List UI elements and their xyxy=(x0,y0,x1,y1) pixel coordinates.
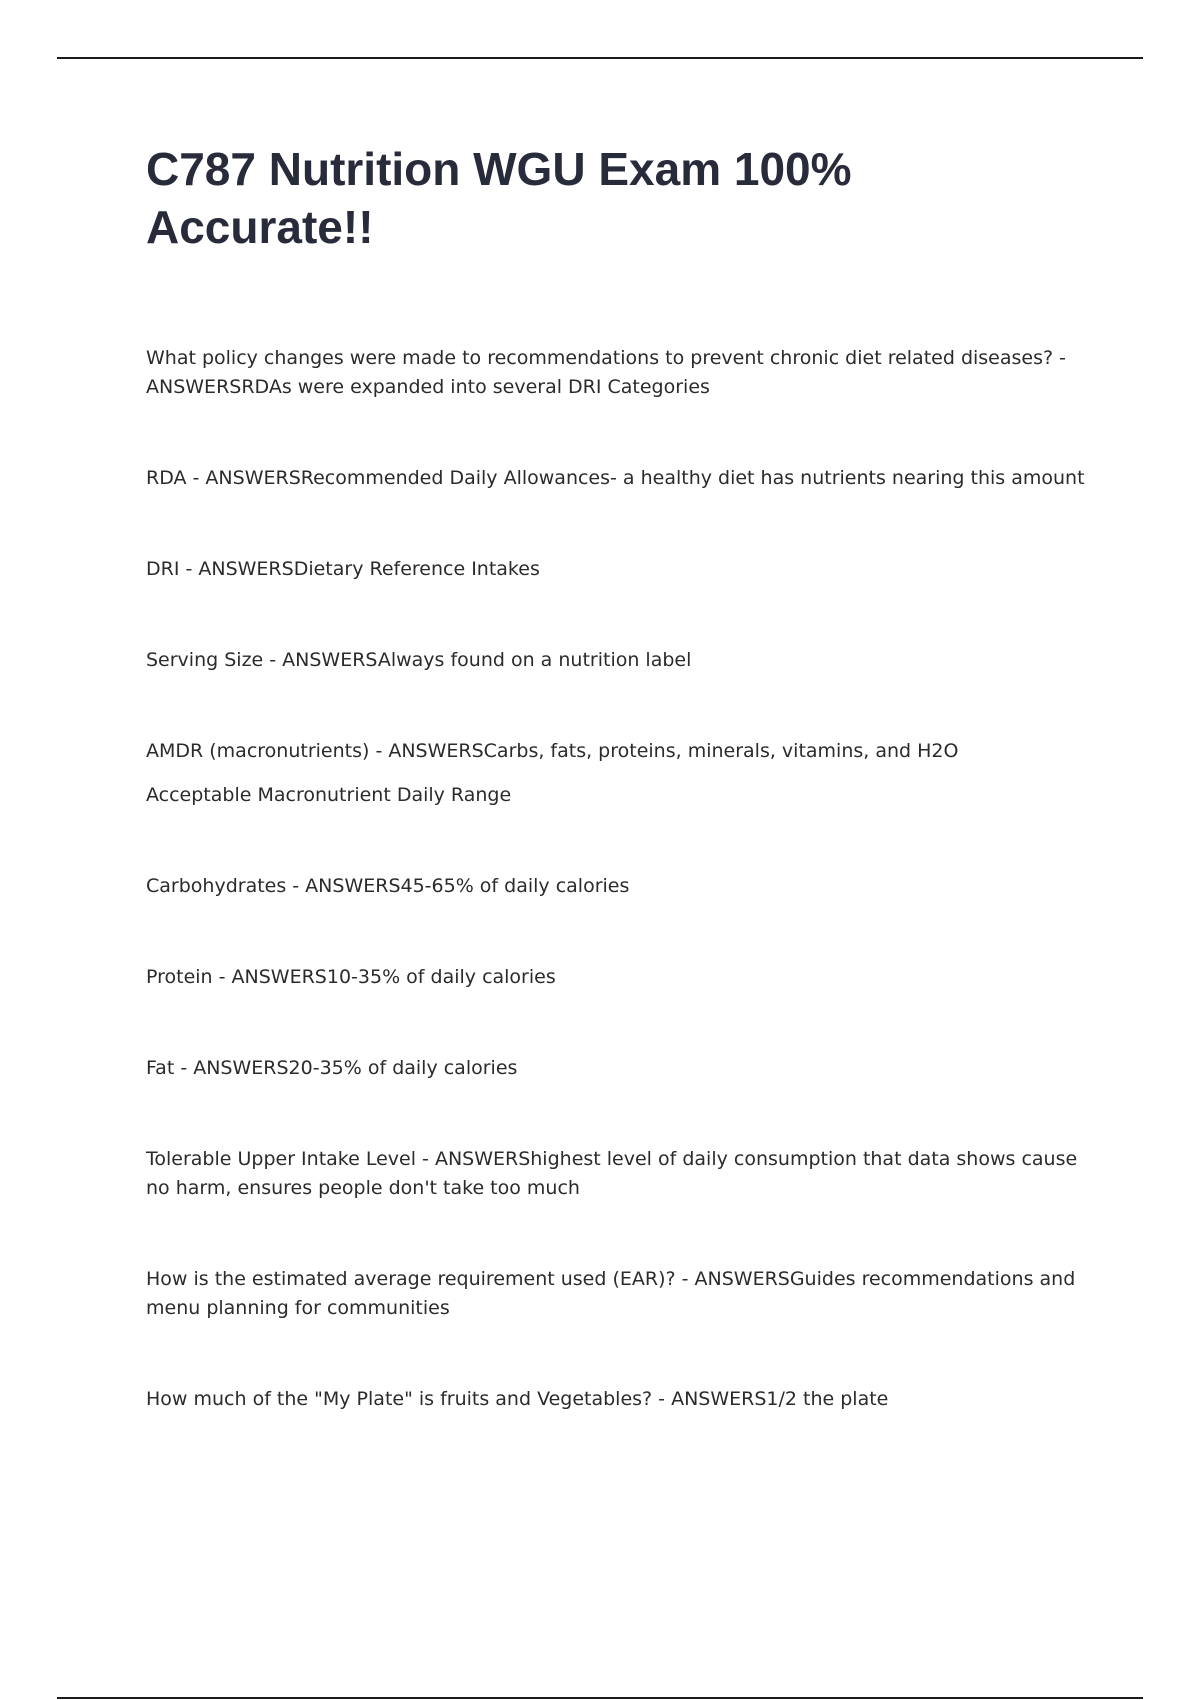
qa-entry: Fat - ANSWERS20-35% of daily calories xyxy=(146,1057,518,1079)
qa-entry: DRI - ANSWERSDietary Reference Intakes xyxy=(146,558,540,580)
qa-entry: Serving Size - ANSWERSAlways found on a nutrition label xyxy=(146,649,692,671)
document-title: C787 Nutrition WGU Exam 100% Accurate!! xyxy=(146,143,852,253)
qa-list xyxy=(146,344,1086,1414)
top-rule xyxy=(57,57,1143,59)
qa-entry: Carbohydrates - ANSWERS45-65% of daily calories xyxy=(146,875,630,897)
qa-entry: AMDR (macronutrients) - ANSWERSCarbs, fats, proteins, minerals, vitamins, and H2O xyxy=(146,740,959,762)
qa-entry: How much of the "My Plate" is fruits and Vegetables? - ANSWERS1/2 the plate xyxy=(146,1388,889,1410)
qa-entry: What policy changes were made to recommendations to prevent chronic diet related diseases? - ANSWERSRDAs were expanded into several DRI Categories xyxy=(146,347,1066,398)
qa-entry: How is the estimated average requirement used (EAR)? - ANSWERSGuides recommendations and menu planning for communities xyxy=(146,1268,1076,1319)
qa-entry: RDA - ANSWERSRecommended Daily Allowances- a healthy diet has nutrients nearing this amount xyxy=(146,467,1085,489)
bottom-rule xyxy=(57,1697,1143,1699)
qa-entry-continuation: Acceptable Macronutrient Daily Range xyxy=(146,784,512,806)
qa-entry: Protein - ANSWERS10-35% of daily calories xyxy=(146,966,556,988)
qa-entry: Tolerable Upper Intake Level - ANSWERShighest level of daily consumption that data shows cause no harm, ensures people don't take too much xyxy=(146,1148,1078,1199)
